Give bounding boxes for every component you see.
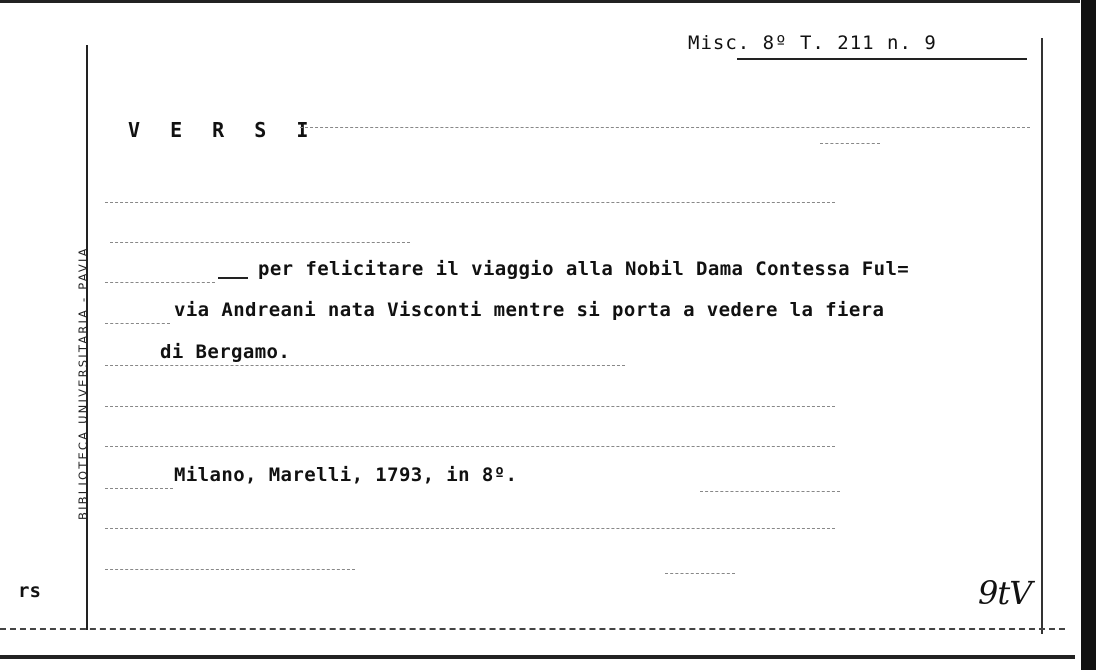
card-bottom-dashed-rule: [0, 628, 1065, 630]
ruled-line: [105, 569, 355, 570]
ruled-line: [105, 488, 173, 489]
shelfmark: Misc. 8º T. 211 n. 9: [688, 32, 937, 54]
ruled-line: [665, 573, 735, 574]
ruled-line: [110, 242, 410, 243]
ruled-line: [105, 446, 835, 447]
card-title: V E R S I: [128, 118, 318, 142]
handwritten-number: 9tV: [978, 574, 1032, 612]
card-right-edge: [1081, 0, 1096, 670]
description-line-2: via Andreani nata Visconti mentre si porta a vedere la fiera: [174, 299, 885, 321]
shelfmark-underline: [737, 58, 1027, 60]
ruled-line: [105, 202, 835, 203]
ruled-line: [820, 143, 880, 144]
card-right-rule: [1041, 38, 1043, 634]
card-bottom-edge: [0, 655, 1075, 659]
ruled-line: [105, 323, 170, 324]
description-line-1: per felicitare il viaggio alla Nobil Dama Contessa Ful=: [258, 258, 910, 280]
description-line-3: di Bergamo.: [160, 341, 291, 363]
library-stamp-label: BIBLIOTECA UNIVERSITARIA - PAVIA: [76, 246, 90, 520]
ruled-line: [300, 127, 1030, 128]
ruled-line: [105, 528, 835, 529]
ruled-line: [105, 282, 215, 283]
ruled-line: [105, 365, 625, 366]
cataloguer-initials: rs: [18, 580, 41, 602]
ruled-line: [105, 406, 835, 407]
entry-lead-dash: [218, 277, 248, 279]
card-top-edge: [0, 0, 1080, 3]
imprint-line: Milano, Marelli, 1793, in 8º.: [174, 464, 518, 486]
ruled-line: [700, 491, 840, 492]
